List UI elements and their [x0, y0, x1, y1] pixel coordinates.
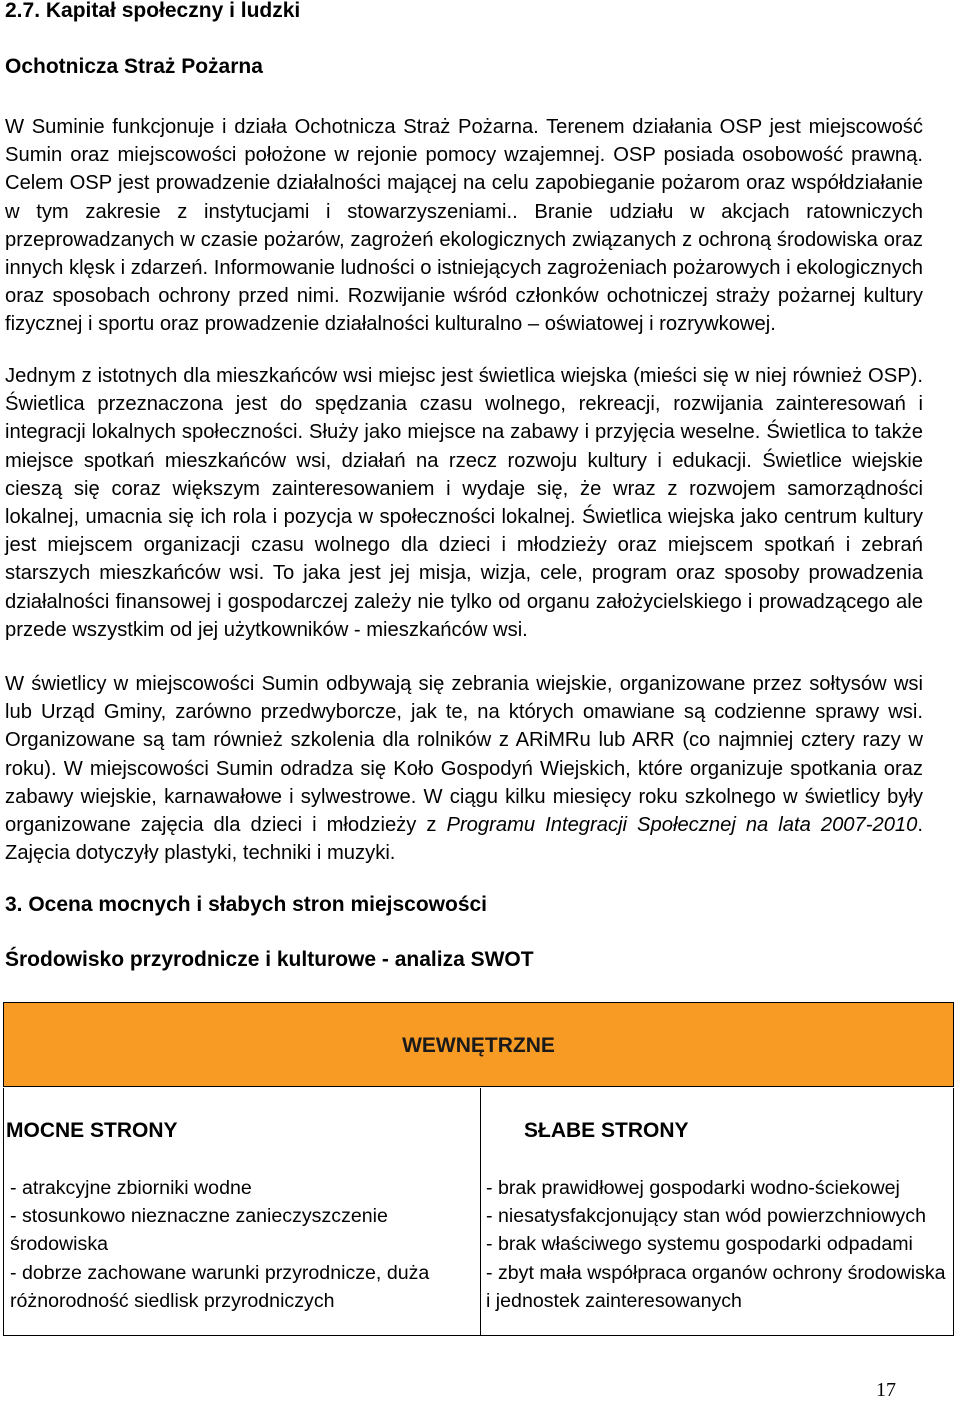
list-item: - brak prawidłowej gospodarki wodno-ściekowej	[486, 1177, 900, 1199]
swot-header-box	[3, 1002, 954, 1087]
page-number: 17	[876, 1379, 896, 1401]
section-title: 2.7. Kapitał społeczny i ludzki	[5, 0, 301, 22]
swot-title: Środowisko przyrodnicze i kulturowe - analiza SWOT	[5, 948, 534, 971]
program-name: Programu Integracji Społecznej na lata 2007-2010	[446, 814, 918, 837]
weaknesses-heading: SŁABE STRONY	[524, 1119, 689, 1142]
swot-header-label: WEWNĘTRZNE	[402, 1034, 555, 1057]
list-item: - brak właściwego systemu gospodarki odpadami	[486, 1233, 913, 1256]
paragraph-text-part: W świetlicy w miejscowości Sumin odbywają się zebrania wiejskie, organizowane przez sołtysów wsi lub Urząd Gminy, zarówno przedwyborcze, jak te, na których omawiane są codzienne sprawy wsi. Organizowane są tam również szkolenia dla rolników z ARiMRu lub ARR (co najmniej cztery razy w roku). W miejscowości Sumin odradza się Koło Gospodyń Wiejskich, które organizuje spotkania oraz zabawy wiejskie, karnawałowe i sylwestrowe. W ciągu kilku miesięcy roku szkolnego w świetlicy były organizowane zajęcia dla dzieci i młodzieży z	[5, 673, 923, 837]
strengths-heading: MOCNE STRONY	[6, 1119, 178, 1142]
swot-table	[3, 1088, 954, 1336]
column-divider	[480, 1088, 481, 1335]
list-item: - atrakcyjne zbiorniki wodne	[10, 1177, 252, 1199]
list-item: - zbyt mała współpraca organów ochrony środowiska i jednostek zainteresowanych	[486, 1261, 946, 1312]
paragraph-swietlica: Jednym z istotnych dla mieszkańców wsi miejsc jest świetlica wiejska (mieści się w niej również OSP). Świetlica przeznaczona jest do spędzania czasu wolnego, rekreacji, rozwijania zainteresowań i integracji lokalnych społeczności. Służy jako miejsce na zabawy i przyjęcia weselne. Świetlica to także miejsce spotkań mieszkańców wsi, działań na rzecz rozwoju kultury i edukacji. Świetlice wiejskie cieszą się coraz większym zainteresowaniem i wydaje się, że wraz z rozwojem samorządności lokalnej, umacnia się ich rola i pozycja w społeczności lokalnej. Świetlica wiejska jako centrum kultury jest miejscem organizacji czasu wolnego dla dzieci i młodzieży oraz miejscem spotkań i zebrań starszych mieszkańców wsi. To jaka jest jej misja, wizja, cele, program oraz sposoby prowadzenia działalności finansowej i gospodarczej zależy nie tylko od organu założycielskiego i prowadzącego ale przede wszystkim od jej użytkowników - mieszkańców wsi.	[5, 365, 923, 641]
paragraph-sumin-activities	[5, 670, 923, 867]
weaknesses-list	[486, 1174, 946, 1315]
list-item: - stosunkowo nieznaczne zanieczyszczenie środowiska	[10, 1205, 388, 1256]
list-item: - niesatysfakcjonujący stan wód powierzchniowych	[486, 1205, 926, 1228]
chapter-title: 3. Ocena mocnych i słabych stron miejscowości	[5, 893, 488, 916]
list-item: - dobrze zachowane warunki przyrodnicze, duża różnorodność siedlisk przyrodniczych	[10, 1261, 430, 1312]
strengths-list	[10, 1174, 450, 1315]
subsection-title: Ochotnicza Straż Pożarna	[5, 55, 263, 78]
paragraph-text-part: . Zajęcia dotyczyły plastyki, techniki i muzyki.	[5, 814, 923, 865]
paragraph-osp: W Suminie funkcjonuje i działa Ochotnicza Straż Pożarna. Terenem działania OSP jest miejscowość Sumin oraz miejscowości położone w rejonie pomocy wzajemnej. OSP posiada osobowość prawną. Celem OSP jest prowadzenie działalności mającej na celu zapobieganie pożarom oraz współdziałanie w tym zakresie z instytucjami i stowarzyszeniami.. Branie udziału w akcjach ratowniczych przeprowadzanych w czasie pożarów, zagrożeń ekologicznych związanych z ochroną środowiska oraz innych klęsk i zdarzeń. Informowanie ludności o istniejących zagrożeniach pożarowych i ekologicznych oraz sposobach ochrony przed nimi. Rozwijanie wśród członków ochotniczej straży pożarnej kultury fizycznej i sportu oraz prowadzenie działalności kulturalno – oświatowej i rozrywkowej.	[5, 116, 923, 336]
